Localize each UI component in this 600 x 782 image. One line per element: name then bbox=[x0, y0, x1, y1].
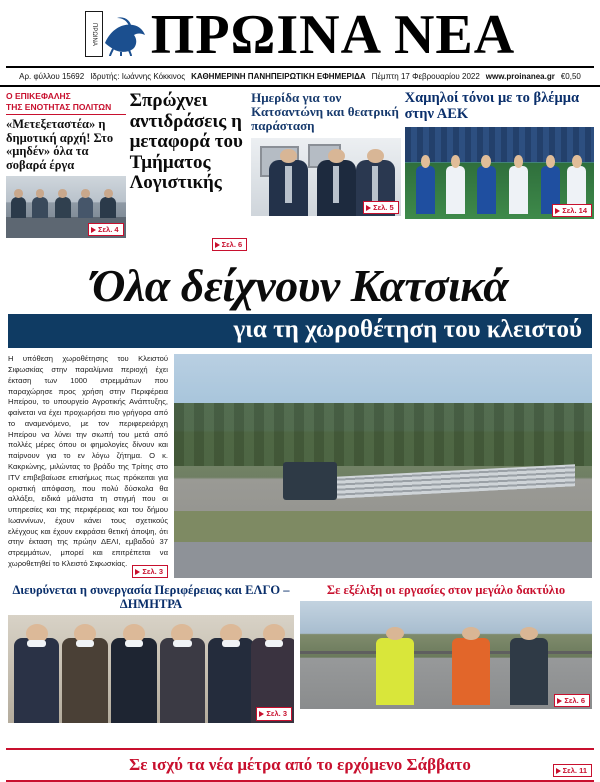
website-link[interactable]: www.proinanea.gr bbox=[485, 72, 555, 81]
founder-text: Ιδρυτής: Ιωάννης Κόκκινος bbox=[90, 72, 186, 81]
teaser-1-kicker bbox=[6, 91, 126, 115]
lead-body-text bbox=[8, 354, 168, 578]
teaser-row bbox=[0, 87, 600, 257]
teaser-3[interactable] bbox=[251, 91, 400, 257]
bottom-story-2[interactable] bbox=[300, 584, 592, 714]
newspaper-logo-icon bbox=[85, 7, 147, 63]
footer-banner[interactable] bbox=[6, 748, 594, 782]
main-headline-block bbox=[0, 257, 600, 348]
teaser-2[interactable] bbox=[130, 91, 248, 257]
bottom-story-1[interactable] bbox=[8, 583, 294, 719]
teaser-3-headline[interactable]: Ημερίδα για τον Κατσαντώνη και θεατρική παράσταση bbox=[251, 90, 399, 134]
bottom-story-1-page-badge[interactable]: Σελ. 3 bbox=[256, 707, 292, 720]
teaser-3-page-badge[interactable]: Σελ. 5 bbox=[363, 201, 399, 214]
page-title: ΠΡΩΙΝΑ ΝΕΑ bbox=[150, 4, 516, 66]
teaser-4-headline[interactable]: Χαμηλοί τόνοι με το βλέμμα στην ΑΕΚ bbox=[404, 90, 580, 122]
price: €0,50 bbox=[560, 72, 581, 81]
pegasus-horse-icon bbox=[101, 13, 147, 57]
teaser-2-headline[interactable]: Σπρώχνει αντιδράσεις η μεταφορά του Τμήματος Λογιστικής bbox=[129, 90, 243, 194]
bottom-story-row bbox=[0, 578, 600, 719]
group-photo bbox=[8, 615, 294, 723]
teaser-1-kicker-line1: Ο ΕΠΙΚΕΦΑΛΗΣ bbox=[6, 91, 71, 101]
football-photo bbox=[405, 127, 594, 219]
main-headline: Όλα δείχνουν Κατσικά bbox=[91, 260, 509, 311]
teaser-1-headline[interactable]: «Μετεξεταστέα» η δημοτική αρχή! Στο «μηδέν» όλα τα σοβαρά έργα bbox=[6, 117, 114, 172]
issue-date: Πέμπτη 17 Φεβρουαρίου 2022 bbox=[371, 72, 480, 81]
bottom-story-2-headline[interactable]: Σε εξέλιξη οι εργασίες στον μεγάλο δακτύλιο bbox=[326, 583, 566, 598]
teaser-1-page-badge[interactable]: Σελ. 4 bbox=[88, 223, 124, 236]
issue-number: Αρ. φύλλου 15692 bbox=[19, 72, 85, 81]
lead-body-paragraph: Η υπόθεση χωροθέτησης του Κλειστού Σιφωσκίας στην παραλίμνια περιοχή έχει έκταση των 1000 στρεμμάτων που παραχώρησε προς χρήση στην Περιφέρεια Ηπείρου, το υπουργείο Αγροτικής Ανάπτυξης, φαίνεται να έχει προχωρήσει πιο γρήγορα από το αναμενόμενο, με τον περιφερειάρχη Ηπείρου να λύνει την σιωπή του μετά από πολλές μέρες όπου οι φημολογίες δίνουν και παίρνουν για το εν λόγω ζήτημα. Ο κ. Κακριώνης, μιλώντας το βράδυ της Τρίτης στο ITV επιβεβαίωσε επισήμως πως πρόκειται για οριστική απόφαση, που πολύ δύσκολα θα αλλάξει, ειδικά μάλιστα τη στιγμή που οι υπηρεσίες και της περιφέρειας και του δήμου Ιωαννίνων, έχουν κάνει τους σχετικούς ελέγχους και έχουν εκφράσει θετική άποψη, ότι στην έκταση της πρώην ΔΕΛΙ, εμβαδού 37 στρεμμάτων, μπορεί και επιτρέπεται να χωροθετηθεί το Κλειστό Σιφωσκίας. bbox=[8, 354, 168, 568]
logo-vertical-text: ΠΡΩΙΝΑ bbox=[90, 22, 97, 46]
footer-page-badge[interactable]: Σελ. 11 bbox=[553, 764, 592, 777]
paper-type: ΚΑΘΗΜΕΡΙΝΗ ΠΑΝΗΠΕΙΡΩΤΙΚΗ ΕΦΗΜΕΡΙΔΑ bbox=[191, 72, 366, 81]
lead-page-badge[interactable]: Σελ. 3 bbox=[132, 565, 168, 578]
meeting-photo bbox=[6, 176, 126, 238]
teaser-1[interactable] bbox=[6, 91, 126, 257]
teaser-1-kicker-line2: ΤΗΣ ΕΝΟΤΗΤΑΣ ΠΟΛΙΤΩΝ bbox=[6, 101, 112, 112]
teaser-4[interactable] bbox=[405, 91, 594, 257]
construction-site-photo bbox=[174, 354, 592, 578]
info-bar bbox=[0, 68, 600, 87]
teaser-4-page-badge[interactable]: Σελ. 14 bbox=[552, 204, 592, 217]
bottom-story-1-headline[interactable]: Διευρύνεται η συνεργασία Περιφέρειας και ΕΛΓΟ –ΔΗΜΗΤΡΑ bbox=[12, 583, 290, 611]
lead-story bbox=[0, 348, 600, 578]
main-subheadline: για τη χωροθέτηση του κλειστού bbox=[8, 314, 592, 348]
teaser-2-page-badge[interactable]: Σελ. 6 bbox=[212, 238, 248, 251]
masthead bbox=[0, 0, 600, 66]
bottom-story-2-page-badge[interactable]: Σελ. 6 bbox=[554, 694, 590, 707]
roadworks-photo bbox=[300, 601, 592, 709]
footer-text: Σε ισχύ τα νέα μέτρα από το ερχόμενο Σάββατο bbox=[129, 755, 471, 774]
office-photo bbox=[251, 138, 400, 216]
